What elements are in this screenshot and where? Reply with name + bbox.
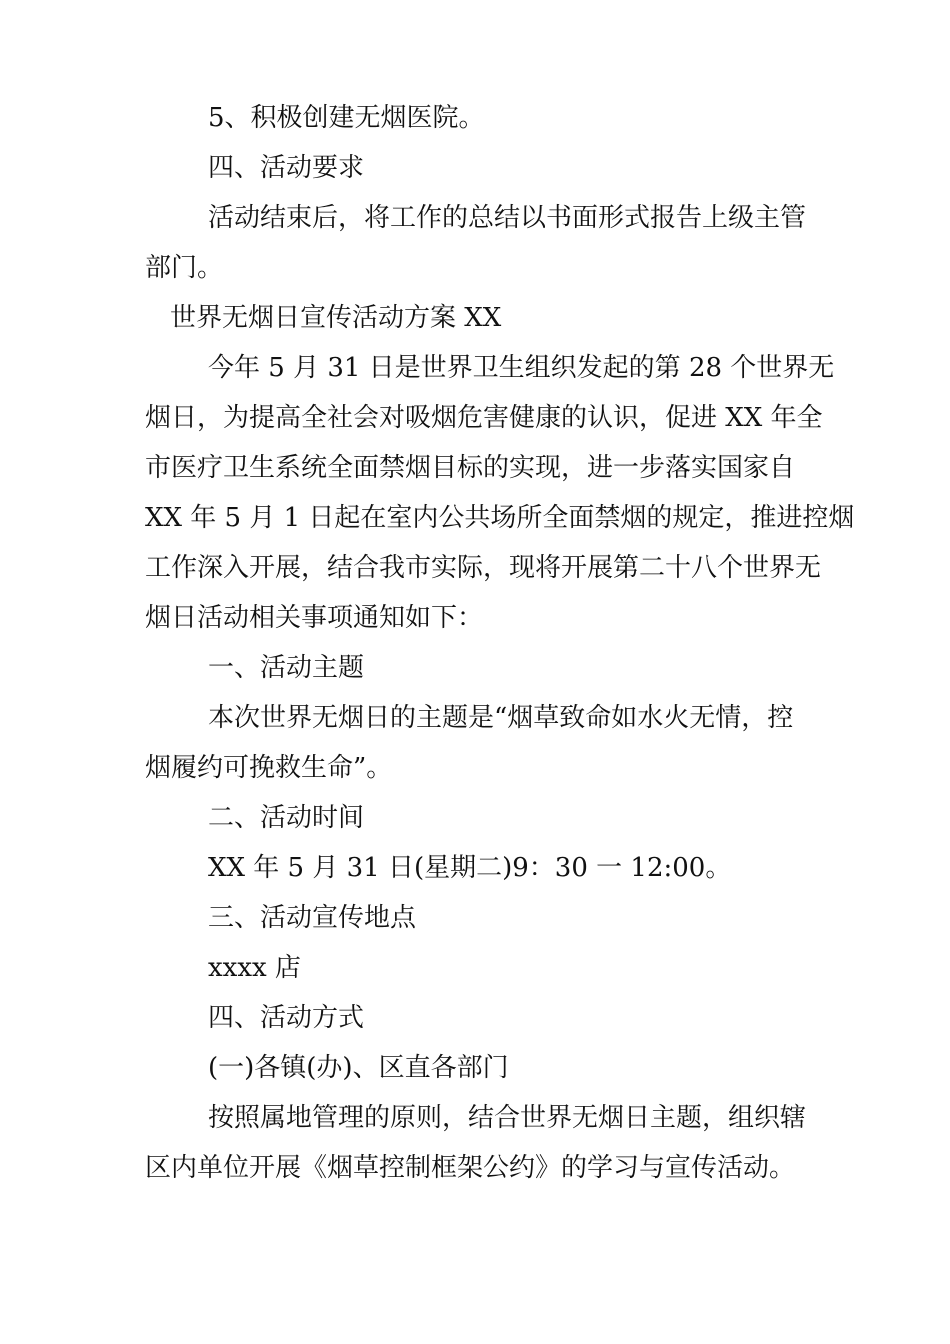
subsection-heading: (一)各镇(办)、区直各部门 [208, 1053, 509, 1083]
paragraph-line: 活动结束后，将工作的总结以书面形式报告上级主管 [208, 203, 807, 233]
paragraph-line: 区内单位开展《烟草控制框架公约》的学习与宣传活动。 [145, 1153, 796, 1183]
paragraph-line: 部门。 [145, 253, 224, 283]
paragraph-line: xxxx 店 [208, 953, 301, 983]
paragraph-line: XX 年 5 月 1 日起在室内公共场所全面禁烟的规定，推进控烟 [145, 503, 855, 533]
list-item-5: 5、积极创建无烟医院。 [208, 103, 485, 133]
section-heading-theme: 一、活动主题 [208, 653, 365, 683]
section-heading-time: 二、活动时间 [208, 803, 365, 833]
paragraph-line: 烟日，为提高全社会对吸烟危害健康的认识，促进 XX 年全 [145, 403, 823, 433]
section-heading-location: 三、活动宣传地点 [208, 903, 417, 933]
paragraph-line: 本次世界无烟日的主题是“烟草致命如水火无情，控 [208, 703, 794, 733]
paragraph-line: 今年 5 月 31 日是世界卫生组织发起的第 28 个世界无 [208, 353, 835, 383]
paragraph-line: 市医疗卫生系统全面禁烟目标的实现，进一步落实国家自 [145, 453, 796, 483]
paragraph-line: 按照属地管理的原则，结合世界无烟日主题，组织辖 [208, 1103, 807, 1133]
section-heading-method: 四、活动方式 [208, 1003, 365, 1033]
paragraph-line: 烟履约可挽救生命”。 [145, 753, 393, 783]
paragraph-line: XX 年 5 月 31 日(星期二)9：30 一 12:00。 [208, 853, 732, 883]
document-title: 世界无烟日宣传活动方案 XX [170, 303, 502, 333]
paragraph-line: 烟日活动相关事项通知如下： [145, 603, 484, 633]
section-heading-requirements: 四、活动要求 [208, 153, 365, 183]
paragraph-line: 工作深入开展，结合我市实际，现将开展第二十八个世界无 [145, 553, 822, 583]
